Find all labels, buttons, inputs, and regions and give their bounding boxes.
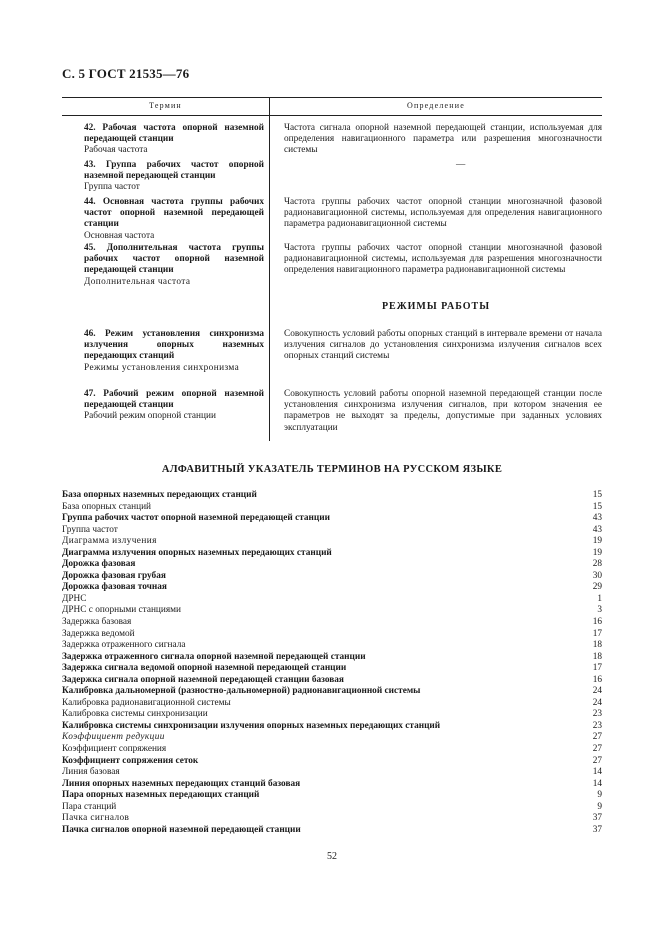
index-term: Линия базовая	[62, 767, 120, 778]
index-term: Дорожка фазовая грубая	[62, 570, 166, 581]
index-entry	[62, 629, 602, 641]
term-number: 45.	[84, 243, 96, 253]
index-entry	[62, 502, 602, 514]
term-short-form: Рабочая частота	[84, 145, 148, 156]
index-entry	[62, 675, 602, 687]
term-number: 42.	[84, 123, 96, 133]
index-term: Калибровка системы синхронизации излучения опорных наземных передающих станций	[62, 720, 441, 731]
index-term: Задержка ведомой	[62, 628, 135, 639]
table-header-rule	[62, 115, 602, 116]
index-entry	[62, 721, 602, 733]
index-entry	[62, 825, 602, 837]
index-entry	[62, 790, 602, 802]
index-page-ref: 24	[592, 697, 602, 708]
term-short-form: Группа частот	[84, 182, 140, 193]
index-page-ref: 16	[592, 674, 602, 685]
index-page-ref: 15	[592, 490, 602, 500]
index-entry	[62, 652, 602, 664]
term-name: Рабочая частота опорной наземной передающей станции	[84, 123, 264, 145]
index-page-ref: 3	[597, 605, 602, 616]
index-term: Задержка базовая	[62, 617, 132, 628]
term-name: Дополнительная частота группы рабочих частот опорной наземной передающей станции	[84, 243, 264, 276]
term-short-form: Режимы установления синхронизма	[84, 362, 240, 373]
index-entry	[62, 605, 602, 617]
index-page-ref: 16	[592, 617, 602, 628]
index-term: Калибровка радионавигационной системы	[62, 697, 231, 708]
index-term: Диаграмма излучения	[62, 536, 157, 547]
column-header-definition: Определение	[407, 101, 465, 110]
index-term: Задержка отраженного сигнала опорной наземной передающей станции	[62, 651, 366, 662]
index-term: Задержка отраженного сигнала	[62, 640, 186, 651]
term-name: Основная частота группы рабочих частот опорной наземной передающей станции	[84, 197, 264, 230]
index-entry	[62, 640, 602, 652]
index-page-ref: 37	[592, 813, 602, 824]
index-term: Калибровка системы синхронизации	[62, 709, 208, 720]
index-entry	[62, 686, 602, 698]
definition-cell: Частота группы рабочих частот опорной станции многозначной фазовой радионавигационной системы, используемая для разрешения многозначности определения навигационного параметра радионавигационной системы	[284, 243, 602, 276]
index-entry	[62, 756, 602, 768]
index-entry	[62, 594, 602, 606]
index-page-ref: 14	[592, 778, 602, 789]
index-page-ref: 27	[592, 732, 602, 743]
term-name: Режим установления синхронизма излучения опорных наземных передающих станций	[84, 329, 264, 362]
index-title: АЛФАВИТНЫЙ УКАЗАТЕЛЬ ТЕРМИНОВ НА РУССКОМ ЯЗЫКЕ	[161, 464, 503, 475]
index-page-ref: 18	[592, 651, 602, 662]
term-number: 47.	[84, 389, 96, 399]
definition-cell: Совокупность условий работы опорных станций в интервале времени от начала излучения сигналов до установления синхронизма излучения сигналов всех опорных станций системы	[284, 329, 602, 362]
term-cell	[84, 389, 264, 423]
index-term: Группа рабочих частот опорной наземной передающей станции	[62, 513, 330, 524]
index-entry	[62, 559, 602, 571]
index-page-ref: 19	[592, 536, 602, 547]
index-page-ref: 19	[592, 547, 602, 558]
index-term: Калибровка дальномерной (разностно-дальномерной) радионавигационной системы	[62, 686, 421, 697]
term-number: 46.	[84, 329, 96, 339]
index-term: Группа частот	[62, 524, 118, 535]
definition-cell: Совокупность условий работы опорной наземной передающей станции после установления синхронизма излучения сигналов, при котором значения ее параметров не выходят за пределы, допустимые при заданных условиях эксплуатации	[284, 389, 602, 433]
index-term: Диаграмма излучения опорных наземных передающих станций	[62, 547, 332, 558]
index-page-ref: 27	[592, 744, 602, 755]
index-page-ref: 28	[592, 559, 602, 570]
index-entry	[62, 744, 602, 756]
index-term: Пачка сигналов опорной наземной передающей станции	[62, 824, 301, 835]
term-name: Рабочий режим опорной наземной передающей станции	[84, 389, 264, 411]
column-header-term: Термин	[149, 101, 182, 110]
index-term: Задержка сигнала ведомой опорной наземной передающей станции	[62, 663, 347, 674]
definition-cell: Частота сигнала опорной наземной передающей станции, используемая для определения навигационного параметра или разрешения многозначности системы	[284, 123, 602, 156]
index-entry	[62, 490, 602, 502]
index-entry	[62, 802, 602, 814]
term-short-form: Основная частота	[84, 230, 155, 241]
definition-cell: —	[456, 160, 466, 170]
index-term: База опорных станций	[62, 501, 152, 512]
index-entry	[62, 779, 602, 791]
table-top-rule	[62, 97, 602, 98]
term-number: 44.	[84, 197, 96, 207]
term-short-form: Дополнительная частота	[84, 276, 191, 287]
index-entry	[62, 698, 602, 710]
table-column-divider	[269, 115, 270, 441]
term-cell	[84, 123, 264, 157]
index-term: Дорожка фазовая точная	[62, 582, 167, 593]
index-page-ref: 23	[592, 720, 602, 731]
index-page-ref: 14	[592, 767, 602, 778]
index-entry	[62, 536, 602, 548]
term-short-form: Рабочий режим опорной станции	[84, 411, 216, 422]
index-entry	[62, 571, 602, 583]
index-term: Пара опорных наземных передающих станций	[62, 790, 260, 801]
index-term: Пара станций	[62, 801, 117, 812]
page-header: С. 5 ГОСТ 21535—76	[62, 66, 190, 81]
index-entry	[62, 582, 602, 594]
index-term: База опорных наземных передающих станций	[62, 490, 257, 500]
index-term: Линия опорных наземных передающих станций базовая	[62, 778, 301, 789]
index-term: ДРНС с опорными станциями	[62, 605, 182, 616]
term-cell	[84, 197, 264, 242]
index-page-ref: 23	[592, 709, 602, 720]
index-page-ref: 17	[592, 628, 602, 639]
index-page-ref: 27	[592, 755, 602, 766]
definition-cell: Частота группы рабочих частот опорной станции многозначной фазовой радионавигационной системы, используемая для определения навигационного параметра радионавигационной системы	[284, 197, 602, 230]
term-cell	[84, 329, 264, 374]
index-page-ref: 9	[597, 801, 602, 812]
index-entry	[62, 663, 602, 675]
index-entry	[62, 709, 602, 721]
index-list	[62, 490, 602, 836]
index-page-ref: 15	[592, 501, 602, 512]
section-title: РЕЖИМЫ РАБОТЫ	[381, 301, 491, 312]
index-term: Коэффициент сопряжения	[62, 744, 167, 755]
index-entry	[62, 513, 602, 525]
index-term: Коэффициент редукции	[62, 732, 165, 743]
index-page-ref: 37	[592, 824, 602, 835]
index-page-ref: 17	[592, 663, 602, 674]
page-number: 52	[327, 851, 337, 862]
index-page-ref: 9	[597, 790, 602, 801]
index-term: Пачка сигналов	[62, 813, 130, 824]
index-page-ref: 30	[592, 570, 602, 581]
index-entry	[62, 548, 602, 560]
index-page-ref: 18	[592, 640, 602, 651]
term-cell	[84, 160, 264, 194]
terms-table	[62, 97, 602, 441]
index-entry	[62, 617, 602, 629]
index-page-ref: 24	[592, 686, 602, 697]
index-entry	[62, 525, 602, 537]
index-page-ref: 43	[592, 513, 602, 524]
index-entry	[62, 767, 602, 779]
index-term: ДРНС	[62, 593, 87, 604]
index-page-ref: 1	[597, 593, 602, 604]
term-cell	[84, 243, 264, 288]
term-name: Группа рабочих частот опорной наземной передающей станции	[84, 160, 264, 182]
term-number: 43.	[84, 160, 96, 170]
index-term: Коэффициент сопряжения сеток	[62, 755, 199, 766]
index-term: Задержка сигнала опорной наземной передающей станции базовая	[62, 674, 344, 685]
index-entry	[62, 813, 602, 825]
index-page-ref: 43	[592, 524, 602, 535]
index-entry	[62, 732, 602, 744]
index-term: Дорожка фазовая	[62, 559, 136, 570]
index-page-ref: 29	[592, 582, 602, 593]
